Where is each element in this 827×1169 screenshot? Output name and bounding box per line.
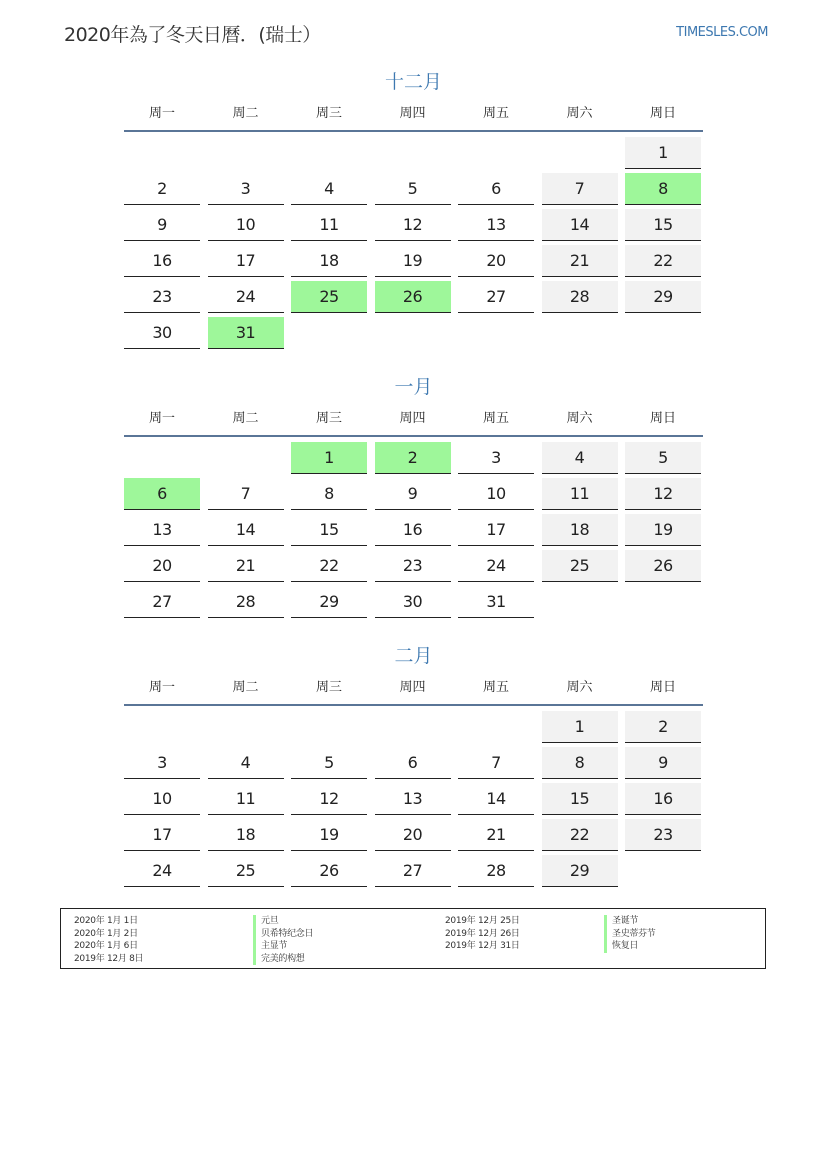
day-cell: 25 xyxy=(208,855,284,887)
weekday-label: 周五 xyxy=(482,680,509,695)
month-title: 二月 xyxy=(394,645,433,667)
day-cell: 10 xyxy=(458,478,534,510)
legend-date: 2019年 12月 26日 xyxy=(445,928,520,939)
day-cell: 4 xyxy=(542,442,618,474)
day-cell: 2 xyxy=(124,173,200,205)
weekday-label: 周四 xyxy=(399,106,426,121)
day-cell: 12 xyxy=(375,209,451,241)
day-cell: 22 xyxy=(625,245,701,277)
day-cell: 8 xyxy=(542,747,618,779)
weekday-label: 周日 xyxy=(649,680,676,695)
day-cell: 31 xyxy=(458,586,534,618)
weekday-label: 周五 xyxy=(482,106,509,121)
month-december xyxy=(124,70,703,349)
day-cell: 10 xyxy=(124,783,200,815)
weekday-label: 周一 xyxy=(148,411,175,426)
legend-holiday-name: 贝希特纪念日 xyxy=(253,928,313,941)
holiday-day-cell: 6 xyxy=(124,478,200,510)
day-cell: 24 xyxy=(458,550,534,582)
legend-names-col-2 xyxy=(604,915,656,953)
weekday-label: 周三 xyxy=(315,106,342,121)
holiday-legend xyxy=(60,908,766,969)
weekday-label: 周四 xyxy=(399,411,426,426)
holiday-day-cell: 1 xyxy=(291,442,367,474)
day-cell: 28 xyxy=(458,855,534,887)
day-cell: 29 xyxy=(625,281,701,313)
day-cell: 18 xyxy=(291,245,367,277)
day-cell: 26 xyxy=(625,550,701,582)
weekday-label: 周日 xyxy=(649,106,676,121)
weekday-header xyxy=(124,680,703,706)
month-february xyxy=(124,644,703,887)
weekday-label: 周二 xyxy=(232,411,259,426)
weekday-label: 周三 xyxy=(315,680,342,695)
day-cell: 15 xyxy=(542,783,618,815)
legend-holiday-name: 恢复日 xyxy=(604,940,656,953)
day-cell: 5 xyxy=(625,442,701,474)
day-cell: 30 xyxy=(375,586,451,618)
day-cell: 6 xyxy=(375,747,451,779)
day-cell: 9 xyxy=(375,478,451,510)
month-january xyxy=(124,375,703,618)
site-link[interactable]: TIMESLES.COM xyxy=(676,25,768,40)
empty-cell xyxy=(124,711,200,743)
day-cell: 6 xyxy=(458,173,534,205)
day-cell: 23 xyxy=(375,550,451,582)
day-cell: 22 xyxy=(542,819,618,851)
legend-date: 2020年 1月 6日 xyxy=(74,941,138,951)
day-cell: 28 xyxy=(208,586,284,618)
day-cell: 16 xyxy=(375,514,451,546)
day-cell: 29 xyxy=(291,586,367,618)
day-cell: 3 xyxy=(208,173,284,205)
day-cell: 7 xyxy=(542,173,618,205)
empty-cell xyxy=(375,137,451,169)
empty-cell xyxy=(375,711,451,743)
weekday-label: 周一 xyxy=(148,680,175,695)
day-cell: 12 xyxy=(625,478,701,510)
legend-dates-col-2 xyxy=(445,915,520,953)
weekday-header xyxy=(124,106,703,132)
day-cell: 24 xyxy=(124,855,200,887)
weekday-header xyxy=(124,411,703,437)
day-grid xyxy=(124,711,703,887)
legend-holiday-name: 元旦 xyxy=(253,915,313,928)
empty-cell xyxy=(291,711,367,743)
day-cell: 15 xyxy=(625,209,701,241)
legend-names-col-1 xyxy=(253,915,313,965)
day-cell: 26 xyxy=(291,855,367,887)
day-cell: 25 xyxy=(542,550,618,582)
day-cell: 30 xyxy=(124,317,200,349)
day-cell: 2 xyxy=(625,711,701,743)
day-cell: 18 xyxy=(208,819,284,851)
empty-cell xyxy=(124,137,200,169)
day-cell: 17 xyxy=(208,245,284,277)
day-cell: 21 xyxy=(542,245,618,277)
day-cell: 3 xyxy=(458,442,534,474)
holiday-day-cell: 25 xyxy=(291,281,367,313)
day-cell: 7 xyxy=(458,747,534,779)
day-cell: 19 xyxy=(375,245,451,277)
empty-cell xyxy=(208,137,284,169)
day-cell: 17 xyxy=(124,819,200,851)
legend-date: 2020年 1月 2日 xyxy=(74,928,138,939)
legend-date: 2019年 12月 31日 xyxy=(445,941,520,951)
empty-cell xyxy=(291,137,367,169)
weekday-label: 周二 xyxy=(232,106,259,121)
day-cell: 24 xyxy=(208,281,284,313)
day-cell: 11 xyxy=(291,209,367,241)
day-cell: 27 xyxy=(458,281,534,313)
day-cell: 7 xyxy=(208,478,284,510)
day-cell: 12 xyxy=(291,783,367,815)
day-grid xyxy=(124,137,703,349)
weekday-label: 周二 xyxy=(232,680,259,695)
page-title: 2020年為了冬天日曆．(瑞士） xyxy=(64,24,321,46)
day-cell: 14 xyxy=(458,783,534,815)
day-cell: 4 xyxy=(208,747,284,779)
empty-cell xyxy=(208,442,284,474)
day-cell: 20 xyxy=(124,550,200,582)
month-title: 十二月 xyxy=(384,71,442,93)
day-cell: 19 xyxy=(291,819,367,851)
day-cell: 8 xyxy=(291,478,367,510)
weekday-label: 周三 xyxy=(315,411,342,426)
day-grid xyxy=(124,442,703,618)
day-cell: 29 xyxy=(542,855,618,887)
day-cell: 19 xyxy=(625,514,701,546)
day-cell: 13 xyxy=(375,783,451,815)
empty-cell xyxy=(458,137,534,169)
weekday-label: 周一 xyxy=(148,106,175,121)
day-cell: 16 xyxy=(124,245,200,277)
month-title: 一月 xyxy=(394,376,433,398)
day-cell: 27 xyxy=(375,855,451,887)
legend-holiday-name: 圣史蒂芬节 xyxy=(604,928,656,941)
day-cell: 9 xyxy=(124,209,200,241)
day-cell: 14 xyxy=(208,514,284,546)
day-cell: 5 xyxy=(291,747,367,779)
weekday-label: 周六 xyxy=(566,411,593,426)
weekday-label: 周五 xyxy=(482,411,509,426)
day-cell: 23 xyxy=(625,819,701,851)
holiday-day-cell: 2 xyxy=(375,442,451,474)
day-cell: 21 xyxy=(458,819,534,851)
day-cell: 21 xyxy=(208,550,284,582)
day-cell: 1 xyxy=(625,137,701,169)
day-cell: 13 xyxy=(124,514,200,546)
legend-holiday-name: 完美的构想 xyxy=(253,953,313,966)
day-cell: 27 xyxy=(124,586,200,618)
weekday-label: 周六 xyxy=(566,680,593,695)
day-cell: 18 xyxy=(542,514,618,546)
legend-date: 2020年 1月 1日 xyxy=(74,916,138,926)
empty-cell xyxy=(124,442,200,474)
day-cell: 11 xyxy=(542,478,618,510)
day-cell: 16 xyxy=(625,783,701,815)
day-cell: 4 xyxy=(291,173,367,205)
day-cell: 20 xyxy=(375,819,451,851)
day-cell: 3 xyxy=(124,747,200,779)
holiday-day-cell: 31 xyxy=(208,317,284,349)
legend-holiday-name: 主显节 xyxy=(253,940,313,953)
day-cell: 10 xyxy=(208,209,284,241)
day-cell: 5 xyxy=(375,173,451,205)
day-cell: 28 xyxy=(542,281,618,313)
day-cell: 17 xyxy=(458,514,534,546)
empty-cell xyxy=(542,137,618,169)
empty-cell xyxy=(208,711,284,743)
legend-dates-col-1 xyxy=(74,915,143,965)
holiday-day-cell: 8 xyxy=(625,173,701,205)
day-cell: 14 xyxy=(542,209,618,241)
day-cell: 15 xyxy=(291,514,367,546)
legend-holiday-name: 圣诞节 xyxy=(604,915,656,928)
weekday-label: 周四 xyxy=(399,680,426,695)
day-cell: 11 xyxy=(208,783,284,815)
empty-cell xyxy=(458,711,534,743)
legend-date: 2019年 12月 25日 xyxy=(445,916,520,926)
day-cell: 9 xyxy=(625,747,701,779)
day-cell: 1 xyxy=(542,711,618,743)
day-cell: 20 xyxy=(458,245,534,277)
holiday-day-cell: 26 xyxy=(375,281,451,313)
weekday-label: 周日 xyxy=(649,411,676,426)
legend-date: 2019年 12月 8日 xyxy=(74,953,144,964)
day-cell: 23 xyxy=(124,281,200,313)
weekday-label: 周六 xyxy=(566,106,593,121)
day-cell: 22 xyxy=(291,550,367,582)
day-cell: 13 xyxy=(458,209,534,241)
